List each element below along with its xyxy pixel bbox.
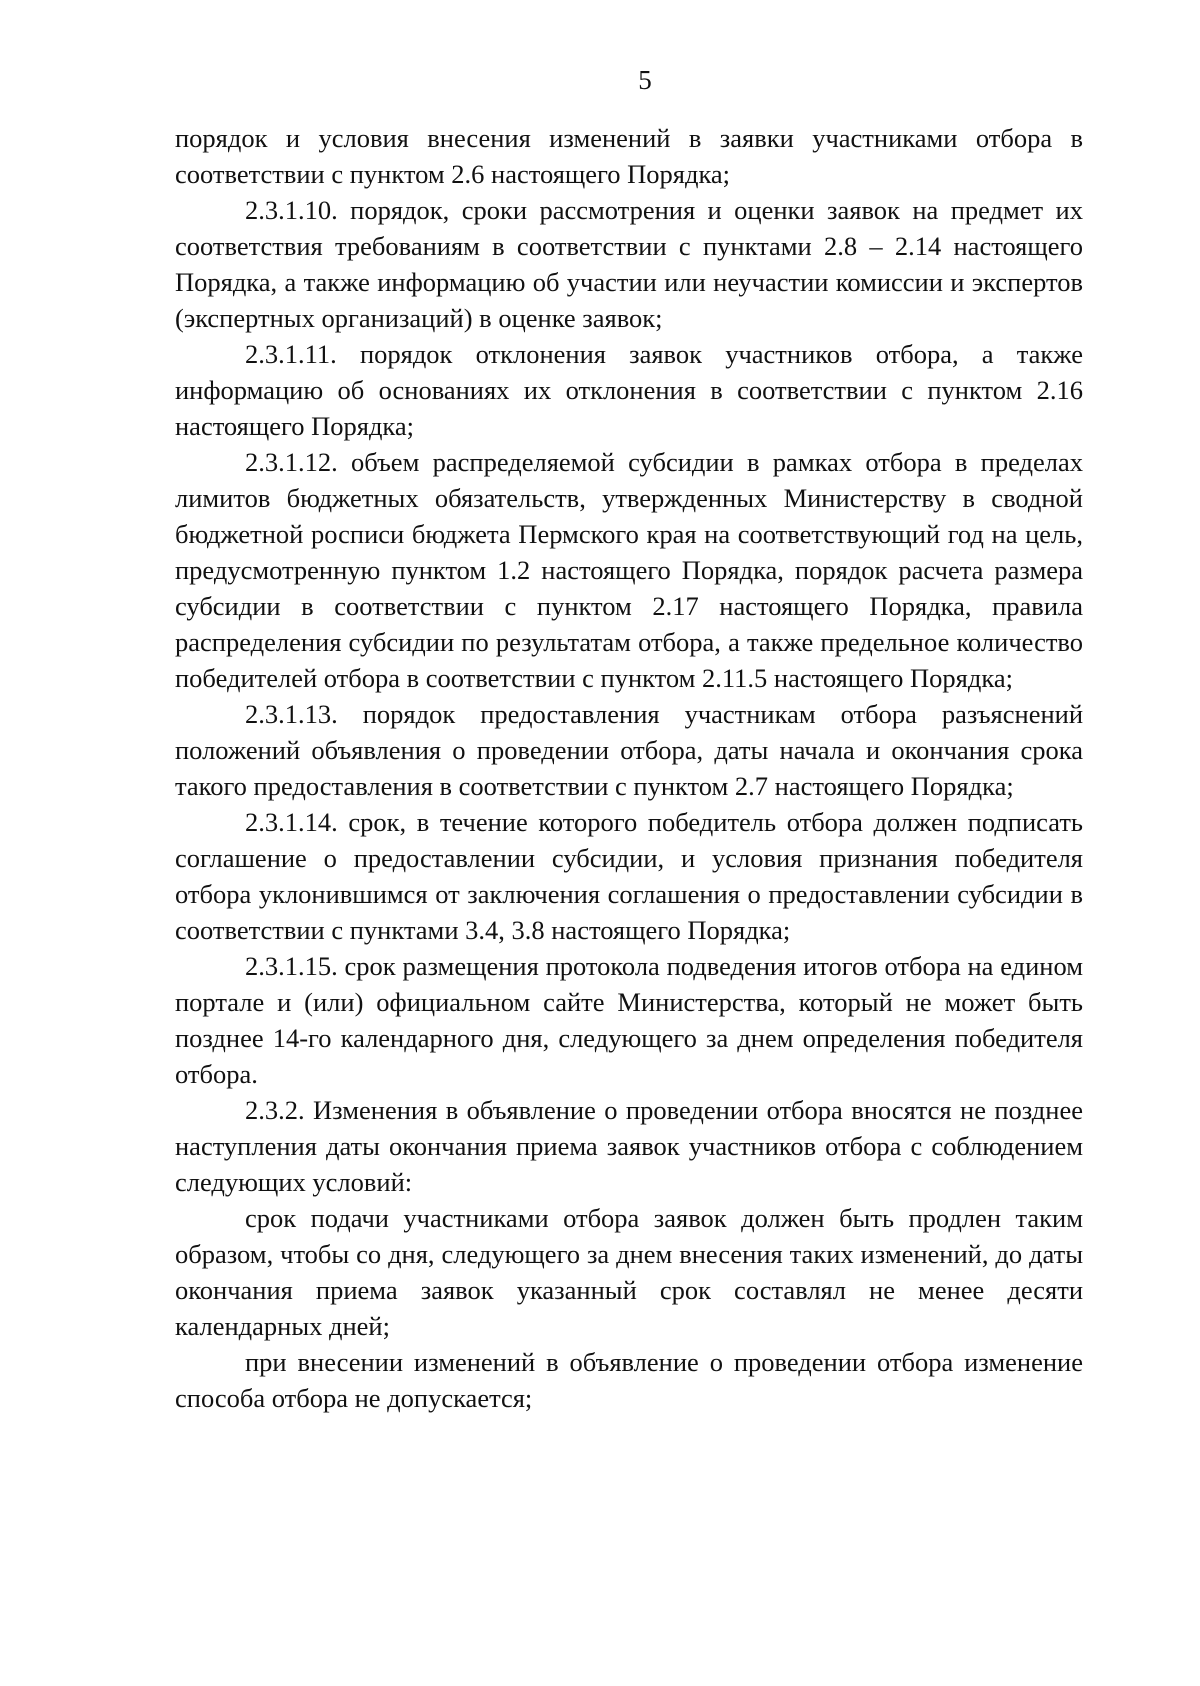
paragraph-10: при внесении изменений в объявление о проведении отбора изменение способа отбора не допускается; bbox=[175, 1347, 1083, 1413]
paragraph-9: срок подачи участниками отбора заявок должен быть продлен таким образом, чтобы со дня, следующего за днем внесения таких изменений, до даты окончания приема заявок указанный срок составлял не менее десяти календарных дней; bbox=[175, 1203, 1083, 1341]
paragraph-4: 2.3.1.12. объем распределяемой субсидии в рамках отбора в пределах лимитов бюджетных обязательств, утвержденных Министерству в сводной бюджетной росписи бюджета Пермского края на соответствующий год на цель, предусмотренную пунктом 1.2 настоящего Порядка, порядок расчета размера субсидии в соответствии с пунктом 2.17 настоящего Порядка, правила распределения субсидии по результатам отбора, а также предельное количество победителей отбора в соответствии с пунктом 2.11.5 настоящего Порядка; bbox=[175, 447, 1083, 693]
paragraph-3: 2.3.1.11. порядок отклонения заявок участников отбора, а также информацию об основаниях их отклонения в соответствии с пунктом 2.16 настоящего Порядка; bbox=[175, 339, 1083, 441]
paragraph-7: 2.3.1.15. срок размещения протокола подведения итогов отбора на едином портале и (или) официальном сайте Министерства, который не может быть позднее 14-го календарного дня, следующего за днем определения победителя отбора. bbox=[175, 951, 1083, 1089]
document-body bbox=[175, 120, 1083, 1416]
paragraph-1: порядок и условия внесения изменений в заявки участниками отбора в соответствии с пунктом 2.6 настоящего Порядка; bbox=[175, 123, 1083, 189]
paragraph-8: 2.3.2. Изменения в объявление о проведении отбора вносятся не позднее наступления даты окончания приема заявок участников отбора с соблюдением следующих условий: bbox=[175, 1095, 1083, 1197]
paragraph-6: 2.3.1.14. срок, в течение которого победитель отбора должен подписать соглашение о предоставлении субсидии, и условия признания победителя отбора уклонившимся от заключения соглашения о предоставлении субсидии в соответствии с пунктами 3.4, 3.8 настоящего Порядка; bbox=[175, 807, 1083, 945]
paragraph-5: 2.3.1.13. порядок предоставления участникам отбора разъяснений положений объявления о проведении отбора, даты начала и окончания срока такого предоставления в соответствии с пунктом 2.7 настоящего Порядка; bbox=[175, 699, 1083, 801]
page-number: 5 bbox=[638, 65, 652, 95]
paragraph-2: 2.3.1.10. порядок, сроки рассмотрения и оценки заявок на предмет их соответствия требованиям в соответствии с пунктами 2.8 – 2.14 настоящего Порядка, а также информацию об участии или неучастии комиссии и экспертов (экспертных организаций) в оценке заявок; bbox=[175, 195, 1083, 333]
